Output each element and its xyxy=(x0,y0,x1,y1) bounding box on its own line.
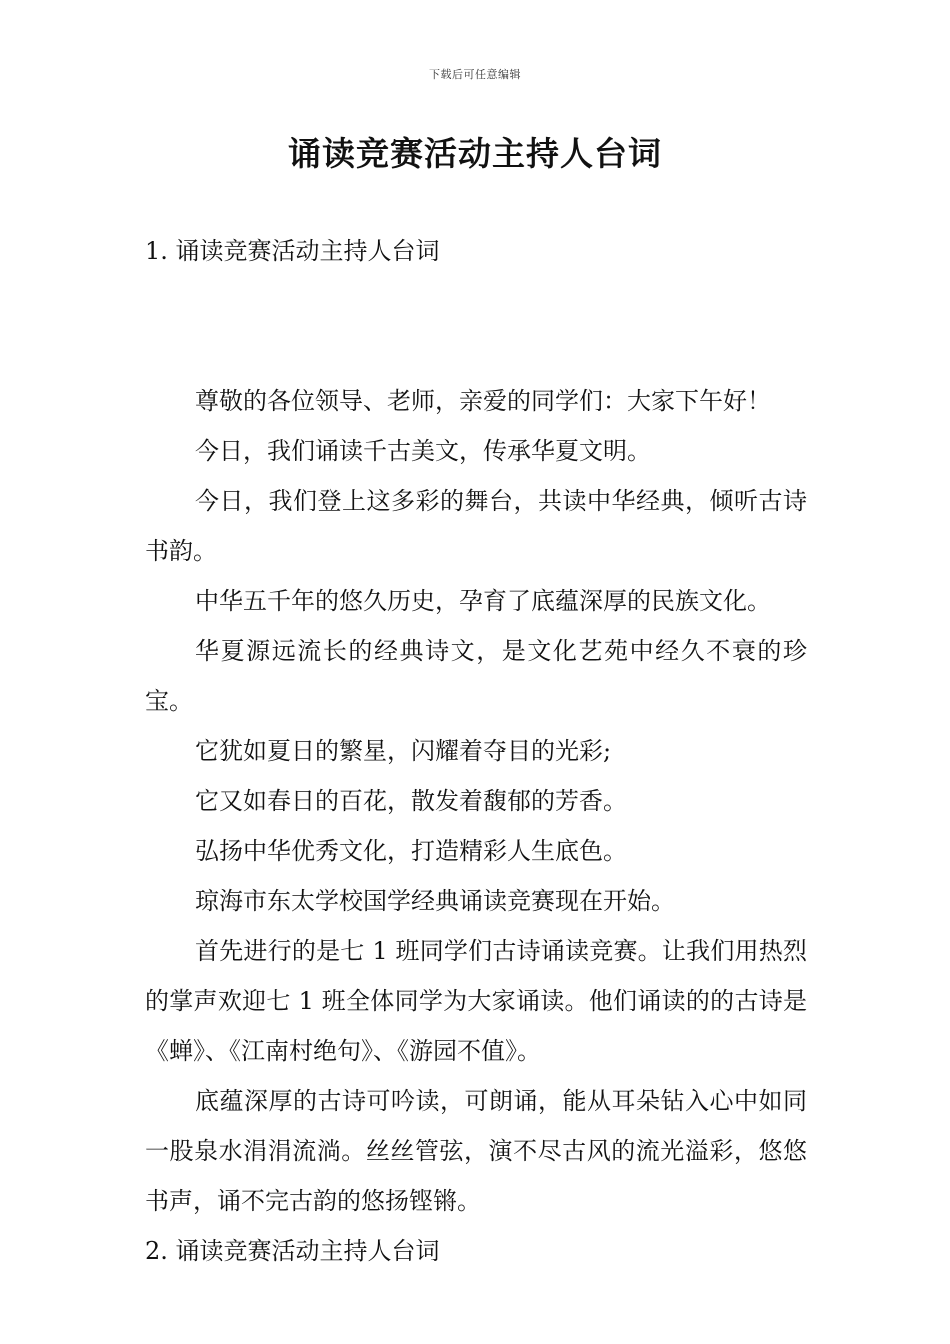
section-1-heading: 1. 诵读竞赛活动主持人台词 xyxy=(145,237,440,265)
paragraph: 尊敬的各位领导、老师，亲爱的同学们：大家下午好！ xyxy=(195,387,771,415)
document-body xyxy=(145,226,807,1276)
paragraph: 底蕴深厚的古诗可吟读，可朗诵，能从耳朵钻入心中如同一股泉水涓涓流淌。丝丝管弦，演不尽古风的流光溢彩，悠悠书声，诵不完古韵的悠扬铿锵。 xyxy=(145,1087,807,1215)
paragraph: 今日，我们登上这多彩的舞台，共读中华经典，倾听古诗书韵。 xyxy=(145,487,807,565)
paragraph: 它犹如夏日的繁星，闪耀着夺目的光彩; xyxy=(195,737,612,765)
paragraph: 琼海市东太学校国学经典诵读竞赛现在开始。 xyxy=(195,887,675,915)
page-header-note: 下载后可任意编辑 xyxy=(429,68,521,81)
paragraph: 弘扬中华优秀文化，打造精彩人生底色。 xyxy=(195,837,627,865)
blank-line xyxy=(145,326,807,376)
paragraph: 今日，我们诵读千古美文，传承华夏文明。 xyxy=(195,437,651,465)
paragraph: 中华五千年的悠久历史，孕育了底蕴深厚的民族文化。 xyxy=(195,587,771,615)
blank-line xyxy=(145,276,807,326)
section-2-heading: 2. 诵读竞赛活动主持人台词 xyxy=(145,1237,440,1265)
paragraph: 它又如春日的百花，散发着馥郁的芳香。 xyxy=(195,787,627,815)
paragraph: 首先进行的是七 1 班同学们古诗诵读竞赛。让我们用热烈的掌声欢迎七 1 班全体同学为大家诵读。他们诵读的的古诗是《蝉》、《江南村绝句》、《游园不值》。 xyxy=(145,937,807,1065)
document-title: 诵读竞赛活动主持人台词 xyxy=(288,134,662,173)
paragraph: 华夏源远流长的经典诗文，是文化艺苑中经久不衰的珍宝。 xyxy=(145,637,807,715)
